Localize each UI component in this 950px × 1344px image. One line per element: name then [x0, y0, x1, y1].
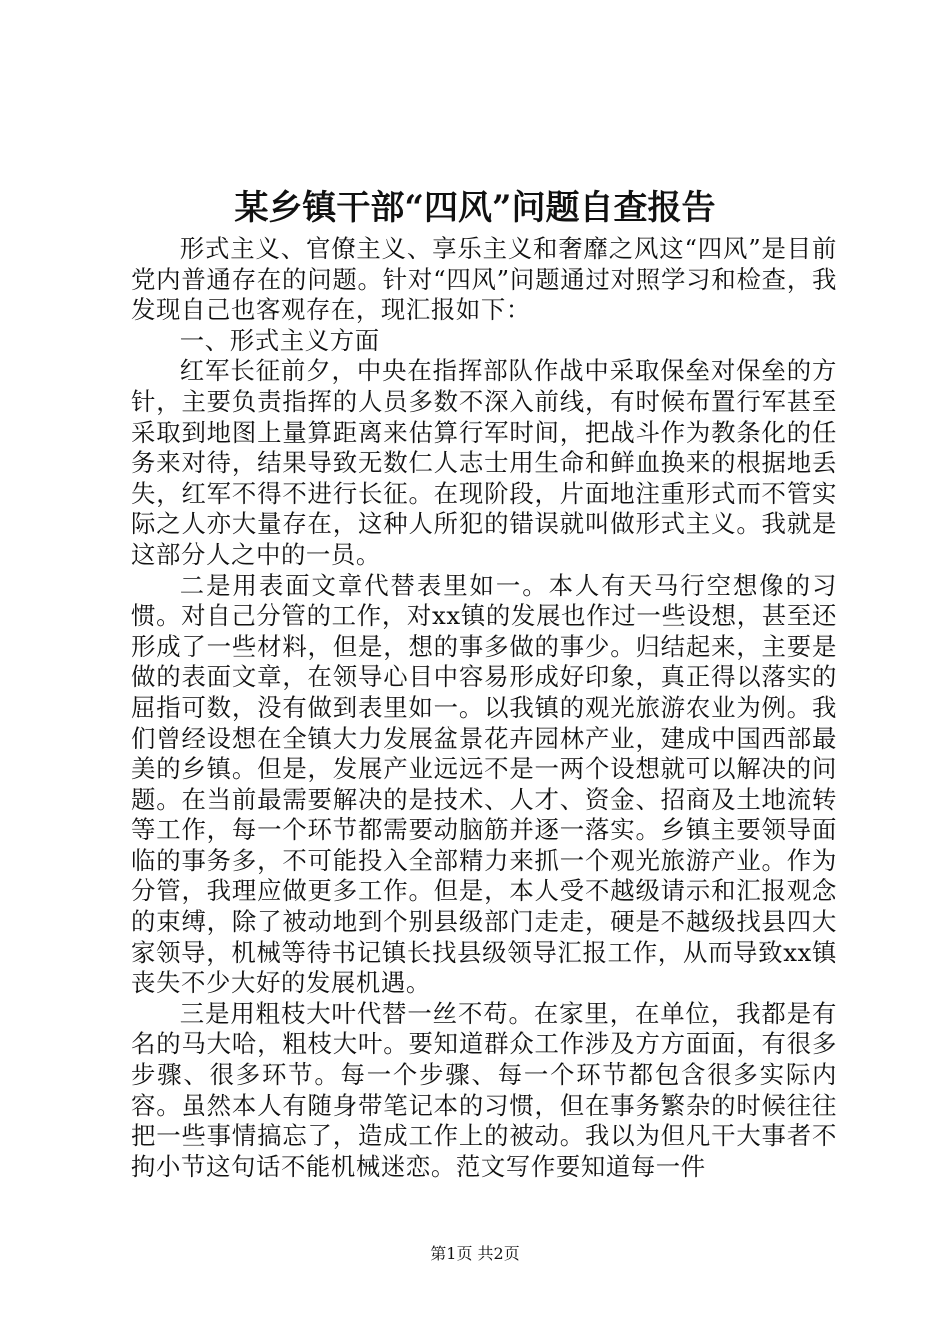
document-title: 某乡镇干部“四风”问题自查报告	[234, 188, 716, 228]
paragraph-red-army: 红军长征前夕，中央在指挥部队作战中采取保垒对保垒的方针，主要负责指挥的人员多数不深入前线，有时候布置行军甚至采取到地图上量算距离来估算行军时间，把战斗作为教条化的任务来对待，结果导致无数仁人志士用生命和鲜血换来的根据地丢失，红军不得不进行长征。在现阶段，片面地注重形式而不管实际之人亦大量存在，这种人所犯的错误就叫做形式主义。我就是这部分人之中的一员。	[131, 356, 837, 569]
paragraph-intro: 形式主义、官僚主义、享乐主义和奢靡之风这“四风”是目前党内普通存在的问题。针对“四风”问题通过对照学习和检查，我发现自己也客观存在，现汇报如下：	[131, 234, 837, 325]
paragraph-point-three: 三是用粗枝大叶代替一丝不苟。在家里，在单位，我都是有名的马大哈，粗枝大叶。要知道群众工作涉及方方面面，有很多步骤、很多环节。每一个步骤、每一个环节都包含很多实际内容。虽然本人有随身带笔记本的习惯，但在事务繁杂的时候往往把一些事情搞忘了，造成工作上的被动。我以为但凡干大事者不拘小节这句话不能机械迷恋。范文写作要知道每一件	[131, 998, 837, 1181]
section-heading: 一、形式主义方面	[179, 325, 380, 355]
document-body	[131, 234, 837, 1182]
paragraph-point-two: 二是用表面文章代替表里如一。本人有天马行空想像的习惯。对自己分管的工作，对xx镇的发展也作过一些设想，甚至还形成了一些材料，但是，想的事多做的事少。归结起来，主要是做的表面文章，在领导心目中容易形成好印象，真正得以落实的屈指可数，没有做到表里如一。以我镇的观光旅游农业为例。我们曾经设想在全镇大力发展盆景花卉园林产业，建成中国西部最美的乡镇。但是，发展产业远远不是一两个设想就可以解决的问题。在当前最需要解决的是技术、人才、资金、招商及土地流转等工作，每一个环节都需要动脑筋并逐一落实。乡镇主要领导面临的事务多，不可能投入全部精力来抓一个观光旅游产业。作为分管，我理应做更多工作。但是，本人受不越级请示和汇报观念的束缚，除了被动地到个别县级部门走走，硬是不越级找县四大家领导，机械等待书记镇长找县级领导汇报工作，从而导致xx镇丧失不少大好的发展机遇。	[131, 570, 837, 998]
page-footer: 第1页 共2页	[430, 1244, 520, 1263]
